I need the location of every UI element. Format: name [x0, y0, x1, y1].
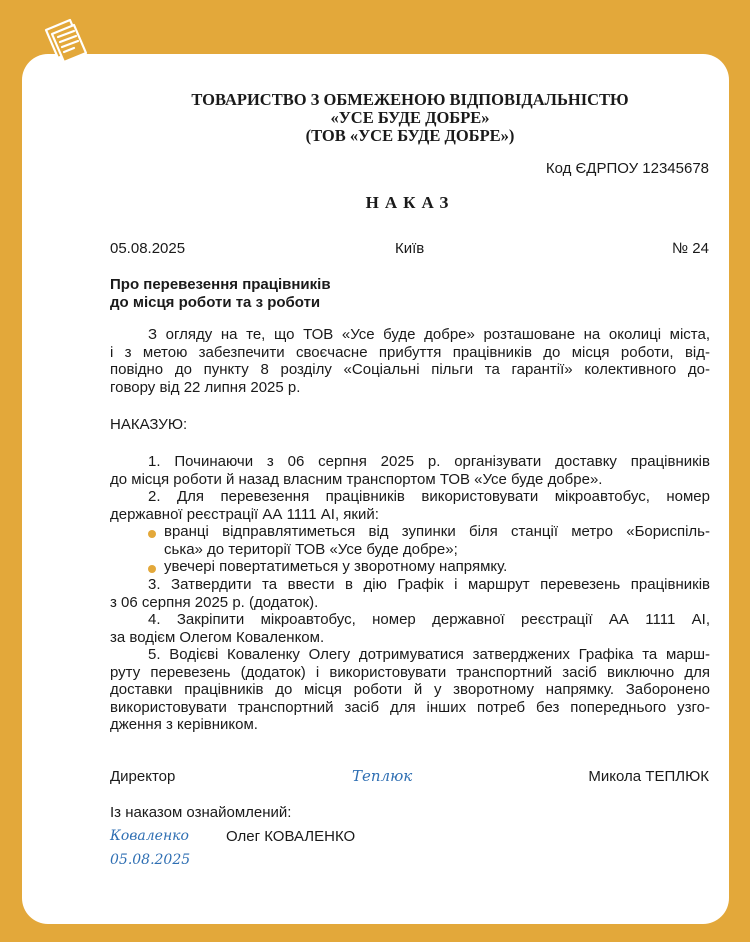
order-item-4 [110, 611, 710, 646]
bullet-item-2 [164, 558, 710, 576]
preamble-line: говору від 22 липня 2025 р. [110, 378, 301, 396]
order-word: НАКАЗУЮ: [110, 416, 188, 433]
document-icon [36, 12, 94, 70]
bullet-line: увечері повертатиметься у зворотному напрямку. [164, 558, 508, 575]
item-line: 1. Починаючи з 06 серпня 2025 р. організувати доставку працівників [148, 453, 710, 470]
employee-handwritten-signature: Коваленко [110, 828, 189, 844]
bullet-line: вранці відправлятиметься від зупинки біля станції метро «Бориспіль- [164, 523, 710, 540]
item-line: 4. Закріпити мікроавтобус, номер державної реєстрації АА 1111 АІ, [148, 611, 710, 628]
order-number: № 24 [672, 240, 709, 257]
signer-name: Микола ТЕПЛЮК [588, 768, 709, 785]
order-item-5 [110, 646, 710, 734]
order-item-3 [110, 576, 710, 611]
item-line: руту перевезень (додаток) і використовувати транспортний засіб виключно для [110, 663, 710, 681]
item-line: 5. Водієві Коваленку Олегу дотримуватися затверджених Графіка та марш- [148, 646, 710, 663]
director-handwritten-signature: Теплюк [352, 767, 413, 785]
company-name-line2: «УСЕ БУДЕ ДОБРЕ» [330, 108, 490, 127]
item-line: 2. Для перевезення працівників використовувати мікроавтобус, номер [148, 488, 710, 505]
company-name-line1: ТОВАРИСТВО З ОБМЕЖЕНОЮ ВІДПОВІДАЛЬНІСТЮ [191, 90, 629, 109]
bullet-item-1 [164, 523, 710, 558]
preamble-line: і з метою забезпечити своєчасне прибуття працівників до місця роботи, від- [110, 343, 710, 361]
company-name-line3: (ТОВ «УСЕ БУДЕ ДОБРЕ») [305, 126, 515, 145]
item-line: за водієм Олегом Коваленком. [110, 628, 325, 646]
employee-name: Олег КОВАЛЕНКО [226, 828, 356, 845]
signer-position: Директор [110, 768, 176, 785]
document-title: НАКАЗ [365, 193, 455, 212]
subject-line1: Про перевезення працівників [110, 276, 331, 293]
item-line: 3. Затвердити та ввести в дію Графік і маршрут перевезень працівників [148, 576, 710, 593]
bullet-dot [148, 565, 156, 573]
order-date: 05.08.2025 [110, 240, 186, 257]
bullet-line: ська» до території ТОВ «Усе буде добре»; [164, 540, 458, 558]
edrpou-code: Код ЄДРПОУ 12345678 [545, 160, 709, 177]
item-line: доставки працівників до місця роботи й у зворотному напрямку. Заборонено [110, 681, 710, 698]
item-line: до місця роботи й назад власним транспортом ТОВ «Усе буде добре». [110, 470, 603, 488]
order-city: Київ [395, 240, 425, 257]
item-line: з 06 серпня 2025 р. (додаток). [110, 593, 319, 611]
acknowledgement-handwritten-date: 05.08.2025 [110, 852, 191, 868]
item-line: дження з керівником. [110, 716, 258, 733]
preamble-paragraph [110, 326, 710, 396]
bullet-dot [148, 530, 156, 538]
acknowledgement-label: Із наказом ознайомлений: [110, 804, 292, 821]
subject-line2: до місця роботи та з роботи [110, 294, 321, 311]
preamble-line: З огляду на те, що ТОВ «Усе буде добре» розташоване на околиці міста, [148, 326, 710, 343]
order-item-2 [110, 488, 710, 523]
preamble-line: повідно до пункту 8 розділу «Соціальні пільги та гарантії» колективного до- [110, 361, 710, 378]
item-line: державної реєстрації АА 1111 АІ, який: [110, 505, 379, 523]
order-item-1 [110, 453, 710, 488]
item-line: використовувати транспортний засіб для інших потреб без попереднього узго- [110, 698, 710, 716]
